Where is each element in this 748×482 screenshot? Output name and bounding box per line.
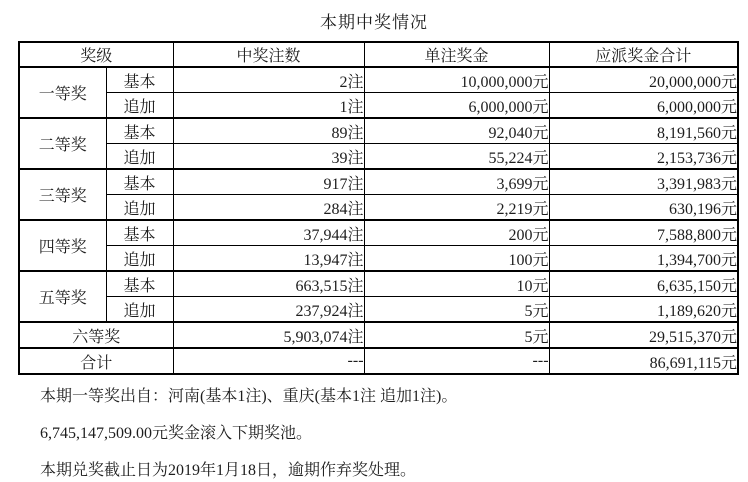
table-row [19, 271, 738, 297]
prize-cell: 92,040元 [364, 118, 549, 144]
count-cell: 5,903,074注 [173, 322, 364, 348]
subtype-cell: 追加 [106, 297, 173, 323]
count-cell: 1注 [173, 93, 364, 119]
prize-cell: 10,000,000元 [364, 67, 549, 93]
count-cell: --- [173, 348, 364, 374]
table-row [19, 93, 738, 119]
subtype-cell: 追加 [106, 195, 173, 221]
table-row [19, 220, 738, 246]
table-row [19, 195, 738, 221]
total-cell: 86,691,115元 [549, 348, 738, 374]
table-row-total [19, 348, 738, 374]
table-row [19, 144, 738, 170]
total-cell: 2,153,736元 [549, 144, 738, 170]
count-cell: 89注 [173, 118, 364, 144]
total-cell: 3,391,983元 [549, 169, 738, 195]
prize-cell: 2,219元 [364, 195, 549, 221]
subtype-cell: 追加 [106, 246, 173, 272]
count-cell: 39注 [173, 144, 364, 170]
total-cell: 1,189,620元 [549, 297, 738, 323]
table-row-sixth-prize [19, 322, 738, 348]
subtype-cell: 基本 [106, 271, 173, 297]
level-cell: 一等奖 [19, 67, 106, 118]
count-cell: 37,944注 [173, 220, 364, 246]
col-header-prize: 单注奖金 [364, 42, 549, 67]
total-cell: 6,635,150元 [549, 271, 738, 297]
prize-cell: 200元 [364, 220, 549, 246]
level-cell: 合计 [19, 348, 173, 374]
total-cell: 29,515,370元 [549, 322, 738, 348]
count-cell: 917注 [173, 169, 364, 195]
count-cell: 284注 [173, 195, 364, 221]
prize-cell: 6,000,000元 [364, 93, 549, 119]
col-header-count: 中奖注数 [173, 42, 364, 67]
total-cell: 6,000,000元 [549, 93, 738, 119]
level-cell: 五等奖 [19, 271, 106, 322]
subtype-cell: 追加 [106, 144, 173, 170]
table-header-row [19, 42, 738, 67]
prize-cell: 100元 [364, 246, 549, 272]
total-cell: 8,191,560元 [549, 118, 738, 144]
prize-table [18, 41, 739, 375]
total-cell: 630,196元 [549, 195, 738, 221]
prize-cell: 3,699元 [364, 169, 549, 195]
note-jackpot-rollover: 6,745,147,509.00元奖金滚入下期奖池。 [40, 425, 313, 442]
prize-cell: 5元 [364, 322, 549, 348]
total-cell: 20,000,000元 [549, 67, 738, 93]
table-row [19, 246, 738, 272]
table-row [19, 67, 738, 93]
table-row [19, 297, 738, 323]
subtype-cell: 追加 [106, 93, 173, 119]
prize-cell: 5元 [364, 297, 549, 323]
count-cell: 13,947注 [173, 246, 364, 272]
count-cell: 2注 [173, 67, 364, 93]
table-row [19, 169, 738, 195]
prize-cell: --- [364, 348, 549, 374]
subtype-cell: 基本 [106, 220, 173, 246]
level-cell: 四等奖 [19, 220, 106, 271]
total-cell: 7,588,800元 [549, 220, 738, 246]
level-cell: 六等奖 [19, 322, 173, 348]
table-row [19, 118, 738, 144]
prize-cell: 10元 [364, 271, 549, 297]
col-header-level: 奖级 [19, 42, 173, 67]
footnotes [40, 386, 748, 482]
subtype-cell: 基本 [106, 67, 173, 93]
prize-cell: 55,224元 [364, 144, 549, 170]
col-header-total: 应派奖金合计 [549, 42, 738, 67]
subtype-cell: 基本 [106, 118, 173, 144]
total-cell: 1,394,700元 [549, 246, 738, 272]
subtype-cell: 基本 [106, 169, 173, 195]
note-first-prize-origin: 本期一等奖出自：河南(基本1注)、重庆(基本1注 追加1注)。 [40, 388, 458, 405]
count-cell: 663,515注 [173, 271, 364, 297]
level-cell: 二等奖 [19, 118, 106, 169]
level-cell: 三等奖 [19, 169, 106, 220]
count-cell: 237,924注 [173, 297, 364, 323]
note-redeem-deadline: 本期兑奖截止日为2019年1月18日，逾期作弃奖处理。 [40, 462, 417, 479]
page-title: 本期中奖情况 [320, 13, 428, 32]
